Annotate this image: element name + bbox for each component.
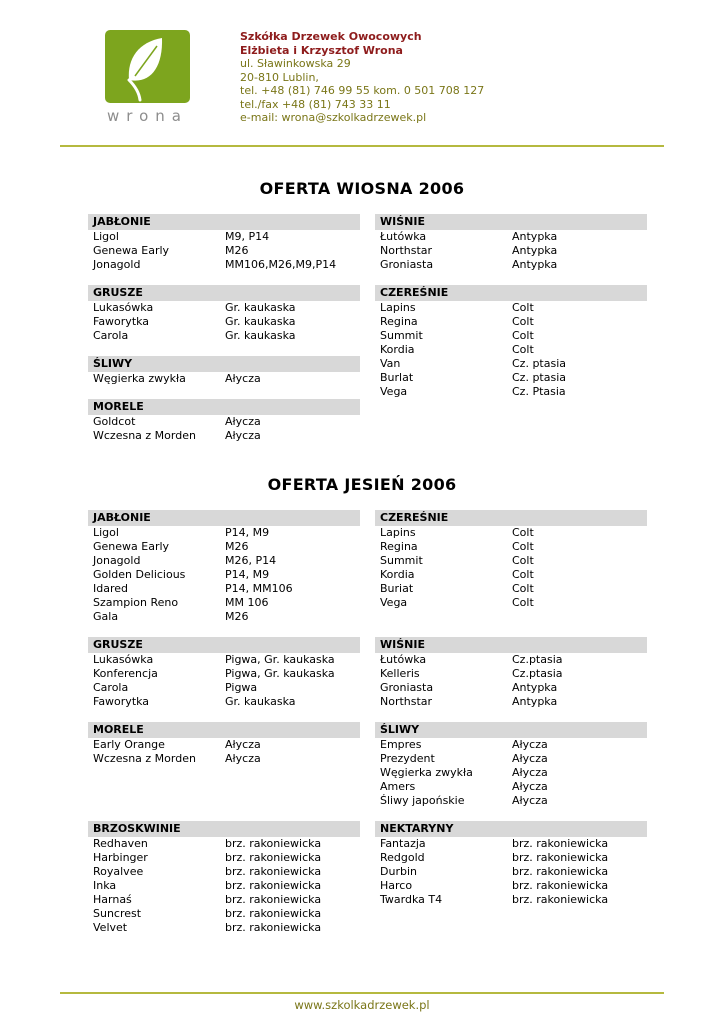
category-table	[88, 722, 360, 766]
rootstock-name: Colt	[512, 568, 534, 581]
table-row	[375, 794, 647, 808]
category-table	[375, 510, 647, 610]
variety-name: Fantazja	[380, 837, 426, 850]
category-table	[88, 510, 360, 624]
offer-section-wiosna	[0, 179, 724, 443]
category-header: GRUSZE	[88, 285, 360, 301]
table-row	[88, 893, 360, 907]
table-row	[375, 582, 647, 596]
table-row	[88, 244, 360, 258]
offer-title-jesien: OFERTA JESIEŃ 2006	[267, 475, 457, 494]
rootstock-name: brz. rakoniewicka	[512, 837, 609, 850]
rootstock-name: brz. rakoniewicka	[225, 837, 322, 850]
variety-name: Lapins	[380, 301, 416, 314]
table-row	[88, 851, 360, 865]
table-row	[88, 415, 360, 429]
rootstock-name: M26, P14	[225, 554, 277, 567]
variety-name: Idared	[93, 582, 128, 595]
variety-name: Jonagold	[93, 258, 141, 271]
rootstock-name: brz. rakoniewicka	[225, 893, 322, 906]
category-header: NEKTARYNY	[375, 821, 647, 837]
category-table	[88, 214, 360, 272]
variety-name: Regina	[380, 315, 418, 328]
header-divider	[60, 145, 664, 147]
variety-name: Genewa Early	[93, 540, 170, 553]
table-row	[88, 752, 360, 766]
rootstock-name: P14, M9	[225, 568, 270, 581]
variety-name: Ligol	[93, 526, 119, 539]
rootstock-name: Gr. kaukaska	[225, 315, 296, 328]
table-row	[88, 315, 360, 329]
table-row	[375, 329, 647, 343]
table-row	[375, 667, 647, 681]
rootstock-name: Ałycza	[225, 415, 261, 428]
variety-name: Durbin	[380, 865, 417, 878]
table-row	[375, 865, 647, 879]
company-name: Szkółka Drzewek Owocowych	[240, 30, 422, 43]
table-row	[88, 879, 360, 893]
variety-name: Faworytka	[93, 315, 150, 328]
rootstock-name: P14, MM106	[225, 582, 293, 595]
table-row	[375, 837, 647, 851]
table-row	[88, 667, 360, 681]
variety-name: Burlat	[380, 371, 414, 384]
table-row	[375, 526, 647, 540]
category-table	[375, 637, 647, 709]
rootstock-name: Antypka	[512, 258, 558, 271]
variety-name: Węgierka zwykła	[93, 372, 186, 385]
table-row	[375, 851, 647, 865]
table-row	[375, 540, 647, 554]
rootstock-name: Colt	[512, 596, 534, 609]
table-row	[375, 371, 647, 385]
table-row	[375, 258, 647, 272]
variety-name: Regina	[380, 540, 418, 553]
category-header: WIŚNIE	[375, 214, 647, 230]
rootstock-name: Ałycza	[225, 752, 261, 765]
table-row	[88, 258, 360, 272]
variety-name: Van	[380, 357, 401, 370]
variety-name: Harco	[380, 879, 413, 892]
table-row	[88, 329, 360, 343]
rootstock-name: Gr. kaukaska	[225, 329, 296, 342]
company-fax: tel./fax +48 (81) 743 33 11	[240, 97, 391, 111]
rootstock-name: Ałycza	[512, 752, 548, 765]
category-header: CZEREŚNIE	[375, 510, 647, 526]
table-row	[88, 582, 360, 596]
table-row	[375, 766, 647, 780]
table-row	[88, 653, 360, 667]
rootstock-name: Colt	[512, 315, 534, 328]
variety-name: Inka	[93, 879, 117, 892]
table-row	[375, 879, 647, 893]
variety-name: Groniasta	[380, 258, 434, 271]
variety-name: Twardka T4	[380, 893, 443, 906]
table-row	[375, 738, 647, 752]
table-row	[88, 596, 360, 610]
category-table	[375, 285, 647, 399]
table-row	[375, 385, 647, 399]
rootstock-name: brz. rakoniewicka	[512, 851, 609, 864]
variety-name: Lukasówka	[93, 653, 154, 666]
rootstock-name: brz. rakoniewicka	[225, 907, 322, 920]
category-table	[375, 722, 647, 808]
rootstock-name: brz. rakoniewicka	[512, 865, 609, 878]
table-row	[88, 230, 360, 244]
table-row	[375, 596, 647, 610]
rootstock-name: P14, M9	[225, 526, 270, 539]
rootstock-name: Pigwa, Gr. kaukaska	[225, 653, 335, 666]
offer-column-left	[88, 214, 360, 443]
rootstock-name: Ałycza	[512, 780, 548, 793]
variety-name: Lukasówka	[93, 301, 154, 314]
rootstock-name: Cz. ptasia	[512, 371, 567, 384]
rootstock-name: Cz. Ptasia	[512, 385, 566, 398]
table-row	[88, 738, 360, 752]
category-header: WIŚNIE	[375, 637, 647, 653]
variety-name: Summit	[380, 329, 423, 342]
rootstock-name: Ałycza	[512, 766, 548, 779]
table-row	[88, 921, 360, 935]
variety-name: Vega	[380, 385, 408, 398]
rootstock-name: Gr. kaukaska	[225, 301, 296, 314]
rootstock-name: Colt	[512, 554, 534, 567]
category-header: MORELE	[88, 399, 360, 415]
table-row	[375, 343, 647, 357]
rootstock-name: M26	[225, 610, 249, 623]
rootstock-name: brz. rakoniewicka	[225, 851, 322, 864]
rootstock-name: M9, P14	[225, 230, 270, 243]
table-row	[375, 244, 647, 258]
category-header: CZEREŚNIE	[375, 285, 647, 301]
variety-name: Buriat	[380, 582, 414, 595]
variety-name: Goldcot	[93, 415, 136, 428]
rootstock-name: Ałycza	[225, 372, 261, 385]
rootstock-name: Gr. kaukaska	[225, 695, 296, 708]
rootstock-name: Colt	[512, 526, 534, 539]
rootstock-name: Antypka	[512, 695, 558, 708]
category-table	[375, 214, 647, 272]
table-row	[88, 301, 360, 315]
variety-name: Redgold	[380, 851, 425, 864]
variety-name: Northstar	[380, 244, 433, 257]
variety-name: Genewa Early	[93, 244, 170, 257]
website-link[interactable]: www.szkolkadrzewek.pl	[294, 998, 430, 1012]
category-header: BRZOSKWINIE	[88, 821, 360, 837]
variety-name: Northstar	[380, 695, 433, 708]
rootstock-name: Colt	[512, 540, 534, 553]
rootstock-name: Antypka	[512, 230, 558, 243]
table-row	[375, 568, 647, 582]
category-header: JABŁONIE	[88, 510, 360, 526]
table-row	[375, 780, 647, 794]
variety-name: Royalvee	[93, 865, 144, 878]
table-row	[375, 681, 647, 695]
table-row	[88, 865, 360, 879]
variety-name: Wczesna z Morden	[93, 752, 196, 765]
rootstock-name: brz. rakoniewicka	[225, 879, 322, 892]
letterhead	[0, 0, 724, 125]
variety-name: Kordia	[380, 343, 415, 356]
rootstock-name: Ałycza	[512, 794, 548, 807]
offer-column-left	[88, 510, 360, 935]
variety-name: Suncrest	[93, 907, 142, 920]
rootstock-name: Ałycza	[225, 738, 261, 751]
variety-name: Golden Delicious	[93, 568, 186, 581]
rootstock-name: brz. rakoniewicka	[512, 879, 609, 892]
rootstock-name: Antypka	[512, 681, 558, 694]
variety-name: Carola	[93, 329, 129, 342]
offer-columns	[0, 214, 724, 443]
table-row	[88, 568, 360, 582]
offer-section-jesien	[0, 475, 724, 935]
rootstock-name: Ałycza	[225, 429, 261, 442]
variety-name: Węgierka zwykła	[380, 766, 473, 779]
variety-name: Amers	[380, 780, 416, 793]
table-row	[88, 695, 360, 709]
rootstock-name: Colt	[512, 329, 534, 342]
table-row	[375, 695, 647, 709]
category-table	[88, 399, 360, 443]
company-owners: Elżbieta i Krzysztof Wrona	[240, 43, 403, 57]
leaf-logo-icon	[105, 30, 190, 103]
variety-name: Kelleris	[380, 667, 420, 680]
category-header: ŚLIWY	[88, 356, 360, 372]
table-row	[88, 681, 360, 695]
table-row	[375, 554, 647, 568]
table-row	[88, 540, 360, 554]
variety-name: Łutówka	[380, 653, 427, 666]
rootstock-name: Pigwa, Gr. kaukaska	[225, 667, 335, 680]
rootstock-name: brz. rakoniewicka	[225, 921, 322, 934]
table-row	[375, 315, 647, 329]
page-footer	[0, 992, 724, 1012]
variety-name: Ligol	[93, 230, 119, 243]
company-email[interactable]: e-mail: wrona@szkolkadrzewek.pl	[240, 111, 427, 124]
variety-name: Groniasta	[380, 681, 434, 694]
category-table	[88, 356, 360, 386]
offer-title-wiosna: OFERTA WIOSNA 2006	[259, 179, 465, 198]
table-row	[375, 301, 647, 315]
rootstock-name: Antypka	[512, 244, 558, 257]
category-header: ŚLIWY	[375, 722, 647, 738]
variety-name: Summit	[380, 554, 423, 567]
company-phone: tel. +48 (81) 746 99 55 kom. 0 501 708 127	[240, 84, 485, 97]
variety-name: Łutówka	[380, 230, 427, 243]
variety-name: Faworytka	[93, 695, 150, 708]
rootstock-name: Colt	[512, 343, 534, 356]
offer-columns	[0, 510, 724, 935]
rootstock-name: brz. rakoniewicka	[225, 865, 322, 878]
logo-wordmark: wrona	[107, 107, 188, 125]
variety-name: Vega	[380, 596, 408, 609]
category-table	[88, 821, 360, 935]
footer-divider	[60, 992, 664, 994]
variety-name: Early Orange	[93, 738, 165, 751]
table-row	[88, 837, 360, 851]
variety-name: Empres	[380, 738, 422, 751]
category-header: GRUSZE	[88, 637, 360, 653]
variety-name: Harnaś	[93, 893, 132, 906]
table-row	[88, 610, 360, 624]
variety-name: Velvet	[93, 921, 128, 934]
variety-name: Prezydent	[380, 752, 435, 765]
category-table	[375, 821, 647, 907]
company-city: 20-810 Lublin,	[240, 70, 319, 84]
table-row	[375, 752, 647, 766]
table-row	[88, 554, 360, 568]
rootstock-name: M26	[225, 244, 249, 257]
variety-name: Lapins	[380, 526, 416, 539]
category-header: JABŁONIE	[88, 214, 360, 230]
offer-column-right	[375, 510, 647, 907]
offer-column-right	[375, 214, 647, 399]
rootstock-name: Pigwa	[225, 681, 258, 694]
variety-name: Konferencja	[93, 667, 158, 680]
table-row	[375, 230, 647, 244]
rootstock-name: Colt	[512, 582, 534, 595]
table-row	[88, 429, 360, 443]
variety-name: Harbinger	[93, 851, 148, 864]
rootstock-name: brz. rakoniewicka	[512, 893, 609, 906]
variety-name: Szampion Reno	[93, 596, 179, 609]
rootstock-name: Cz. ptasia	[512, 357, 567, 370]
company-street: ul. Sławinkowska 29	[240, 57, 351, 70]
rootstock-name: Ałycza	[512, 738, 548, 751]
variety-name: Redhaven	[93, 837, 148, 850]
variety-name: Gala	[93, 610, 119, 623]
rootstock-name: M26	[225, 540, 249, 553]
variety-name: Wczesna z Morden	[93, 429, 196, 442]
rootstock-name: Colt	[512, 301, 534, 314]
table-row	[375, 357, 647, 371]
company-info	[240, 30, 484, 125]
rootstock-name: MM 106	[225, 596, 269, 609]
category-table	[88, 285, 360, 343]
variety-name: Jonagold	[93, 554, 141, 567]
rootstock-name: MM106,M26,M9,P14	[225, 258, 337, 271]
rootstock-name: Cz.ptasia	[512, 667, 563, 680]
variety-name: Carola	[93, 681, 129, 694]
table-row	[375, 893, 647, 907]
category-header: MORELE	[88, 722, 360, 738]
variety-name: Kordia	[380, 568, 415, 581]
table-row	[88, 526, 360, 540]
table-row	[375, 653, 647, 667]
offer-content	[0, 179, 724, 935]
variety-name: Śliwy japońskie	[380, 794, 465, 807]
company-logo	[105, 30, 190, 125]
category-table	[88, 637, 360, 709]
table-row	[88, 907, 360, 921]
table-row	[88, 372, 360, 386]
rootstock-name: Cz.ptasia	[512, 653, 563, 666]
